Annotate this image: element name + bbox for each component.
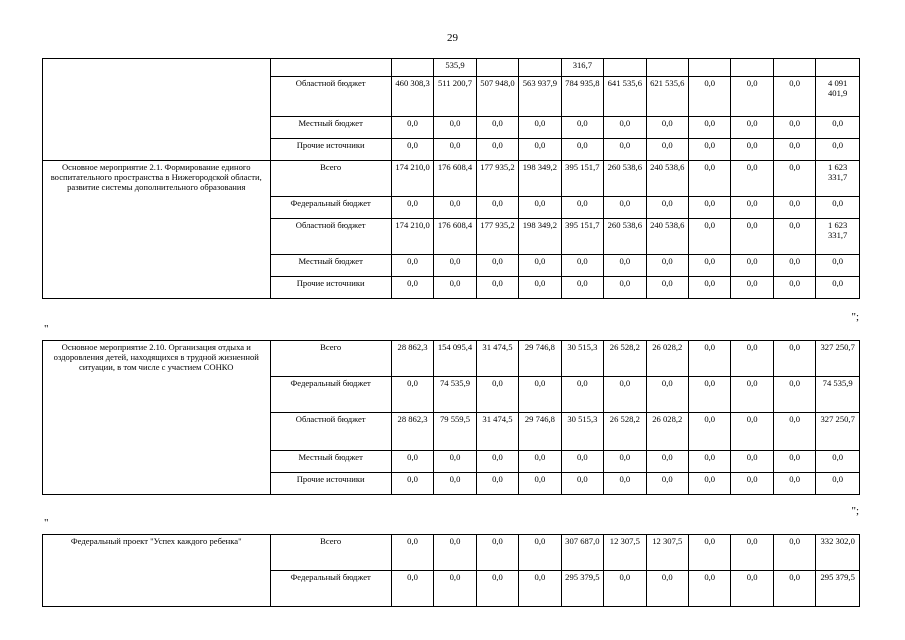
value-cell: 0,0: [731, 473, 773, 495]
value-cell: 0,0: [561, 255, 603, 277]
total-cell: 0,0: [816, 473, 860, 495]
value-cell: 0,0: [689, 571, 731, 607]
value-cell: 460 308,3: [391, 77, 433, 117]
value-cell: 0,0: [391, 277, 433, 299]
value-cell: 0,0: [646, 197, 688, 219]
opening-quote: ": [44, 517, 49, 529]
value-cell: 198 349,2: [519, 161, 561, 197]
value-cell: 0,0: [773, 117, 815, 139]
total-cell: 0,0: [816, 255, 860, 277]
opening-quote: ": [44, 323, 49, 335]
value-cell: 26 028,2: [646, 413, 688, 451]
total-cell: 0,0: [816, 451, 860, 473]
budget-table-block-3: [42, 534, 860, 607]
value-cell: 0,0: [773, 139, 815, 161]
value-cell: 0,0: [434, 473, 476, 495]
value-cell: 0,0: [604, 197, 646, 219]
value-cell: 0,0: [476, 473, 518, 495]
value-cell: [689, 59, 731, 77]
value-cell: 176 608,4: [434, 161, 476, 197]
value-cell: 0,0: [561, 473, 603, 495]
value-cell: 28 862,3: [391, 341, 433, 377]
value-cell: 0,0: [604, 451, 646, 473]
value-cell: 0,0: [689, 197, 731, 219]
value-cell: 0,0: [434, 197, 476, 219]
table-row: [43, 535, 860, 571]
value-cell: 0,0: [519, 473, 561, 495]
value-cell: 0,0: [561, 277, 603, 299]
funding-source: Местный бюджет: [270, 451, 391, 473]
value-cell: 0,0: [604, 377, 646, 413]
value-cell: 563 937,9: [519, 77, 561, 117]
value-cell: 307 687,0: [561, 535, 603, 571]
value-cell: [519, 59, 561, 77]
value-cell: 0,0: [773, 219, 815, 255]
value-cell: 0,0: [476, 139, 518, 161]
value-cell: [731, 59, 773, 77]
value-cell: 0,0: [476, 197, 518, 219]
value-cell: 0,0: [731, 451, 773, 473]
funding-source: Прочие источники: [270, 277, 391, 299]
value-cell: 0,0: [646, 571, 688, 607]
value-cell: 0,0: [773, 413, 815, 451]
value-cell: [391, 59, 433, 77]
value-cell: 0,0: [519, 571, 561, 607]
value-cell: 0,0: [604, 117, 646, 139]
value-cell: 0,0: [519, 535, 561, 571]
value-cell: 535,9: [434, 59, 476, 77]
funding-source: Прочие источники: [270, 473, 391, 495]
value-cell: 0,0: [391, 451, 433, 473]
value-cell: 0,0: [731, 219, 773, 255]
funding-source: Местный бюджет: [270, 255, 391, 277]
value-cell: 0,0: [731, 197, 773, 219]
value-cell: 0,0: [689, 219, 731, 255]
value-cell: 26 028,2: [646, 341, 688, 377]
value-cell: [604, 59, 646, 77]
value-cell: 0,0: [731, 255, 773, 277]
funding-source: Всего: [270, 535, 391, 571]
table-row: [43, 341, 860, 377]
funding-source: [270, 59, 391, 77]
value-cell: 0,0: [434, 277, 476, 299]
value-cell: 0,0: [519, 377, 561, 413]
value-cell: 0,0: [434, 139, 476, 161]
value-cell: 0,0: [689, 377, 731, 413]
total-cell: 327 250,7: [816, 413, 860, 451]
funding-source: Местный бюджет: [270, 117, 391, 139]
value-cell: 0,0: [731, 413, 773, 451]
funding-source: Федеральный бюджет: [270, 377, 391, 413]
value-cell: 0,0: [773, 473, 815, 495]
budget-table-block-1: [42, 58, 860, 299]
value-cell: 0,0: [391, 117, 433, 139]
value-cell: 174 210,0: [391, 219, 433, 255]
value-cell: 26 528,2: [604, 341, 646, 377]
value-cell: 30 515,3: [561, 341, 603, 377]
value-cell: 0,0: [689, 117, 731, 139]
funding-source: Всего: [270, 341, 391, 377]
total-cell: 332 302,0: [816, 535, 860, 571]
value-cell: 174 210,0: [391, 161, 433, 197]
closing-quote: ";: [851, 505, 859, 517]
value-cell: 0,0: [434, 451, 476, 473]
value-cell: 0,0: [731, 161, 773, 197]
value-cell: 0,0: [604, 255, 646, 277]
total-cell: 4 091 401,9: [816, 77, 860, 117]
value-cell: 295 379,5: [561, 571, 603, 607]
value-cell: 0,0: [731, 535, 773, 571]
page-number: 29: [447, 32, 458, 44]
value-cell: 0,0: [476, 117, 518, 139]
value-cell: 154 095,4: [434, 341, 476, 377]
value-cell: 0,0: [476, 277, 518, 299]
value-cell: 0,0: [731, 77, 773, 117]
value-cell: 395 151,7: [561, 219, 603, 255]
total-cell: 295 379,5: [816, 571, 860, 607]
value-cell: 0,0: [476, 451, 518, 473]
total-cell: 0,0: [816, 117, 860, 139]
value-cell: 0,0: [773, 451, 815, 473]
value-cell: 0,0: [519, 139, 561, 161]
row-description: Основное мероприятие 2.1. Формирование единого воспитательного пространства в Нижегородской области, развитие системы дополнительного образования: [43, 161, 271, 299]
value-cell: 0,0: [434, 535, 476, 571]
total-cell: 0,0: [816, 139, 860, 161]
value-cell: 0,0: [391, 473, 433, 495]
value-cell: 0,0: [731, 377, 773, 413]
value-cell: 30 515,3: [561, 413, 603, 451]
value-cell: 0,0: [773, 197, 815, 219]
value-cell: 0,0: [476, 535, 518, 571]
value-cell: 0,0: [476, 571, 518, 607]
funding-source: Федеральный бюджет: [270, 197, 391, 219]
value-cell: 0,0: [519, 451, 561, 473]
value-cell: 0,0: [773, 535, 815, 571]
funding-source: Федеральный бюджет: [270, 571, 391, 607]
value-cell: 0,0: [731, 571, 773, 607]
value-cell: 26 528,2: [604, 413, 646, 451]
value-cell: 0,0: [731, 341, 773, 377]
value-cell: 507 948,0: [476, 77, 518, 117]
value-cell: 0,0: [519, 255, 561, 277]
value-cell: 641 535,6: [604, 77, 646, 117]
value-cell: 0,0: [773, 377, 815, 413]
value-cell: 0,0: [773, 341, 815, 377]
value-cell: 0,0: [561, 377, 603, 413]
value-cell: 0,0: [476, 377, 518, 413]
value-cell: 74 535,9: [434, 377, 476, 413]
table-row: [43, 161, 860, 197]
value-cell: 621 535,6: [646, 77, 688, 117]
value-cell: 0,0: [519, 117, 561, 139]
value-cell: 0,0: [689, 535, 731, 571]
row-description: Федеральный проект "Успех каждого ребенка": [43, 535, 271, 607]
value-cell: 0,0: [689, 161, 731, 197]
value-cell: [773, 59, 815, 77]
row-description: Основное мероприятие 2.10. Организация отдыха и оздоровления детей, находящихся в трудной жизненной ситуации, в том числе с участием СОНКО: [43, 341, 271, 495]
budget-table-block-2: [42, 340, 860, 495]
value-cell: 0,0: [604, 571, 646, 607]
value-cell: 0,0: [689, 255, 731, 277]
value-cell: 0,0: [561, 451, 603, 473]
value-cell: 260 538,6: [604, 219, 646, 255]
value-cell: 0,0: [561, 197, 603, 219]
value-cell: 29 746,8: [519, 341, 561, 377]
value-cell: 0,0: [391, 139, 433, 161]
value-cell: 0,0: [646, 117, 688, 139]
value-cell: 0,0: [646, 255, 688, 277]
value-cell: 0,0: [689, 473, 731, 495]
row-description: [43, 59, 271, 161]
value-cell: 240 538,6: [646, 161, 688, 197]
value-cell: 0,0: [646, 377, 688, 413]
funding-source: Областной бюджет: [270, 77, 391, 117]
value-cell: 0,0: [731, 139, 773, 161]
value-cell: 31 474,5: [476, 413, 518, 451]
value-cell: 240 538,6: [646, 219, 688, 255]
value-cell: 0,0: [731, 277, 773, 299]
value-cell: 784 935,8: [561, 77, 603, 117]
value-cell: 0,0: [689, 139, 731, 161]
value-cell: 12 307,5: [646, 535, 688, 571]
closing-quote: ";: [851, 311, 859, 323]
funding-source: Прочие источники: [270, 139, 391, 161]
total-cell: [816, 59, 860, 77]
total-cell: 327 250,7: [816, 341, 860, 377]
total-cell: 0,0: [816, 197, 860, 219]
value-cell: 0,0: [689, 77, 731, 117]
value-cell: 79 559,5: [434, 413, 476, 451]
value-cell: 0,0: [689, 451, 731, 473]
value-cell: 0,0: [561, 139, 603, 161]
value-cell: 511 200,7: [434, 77, 476, 117]
value-cell: 0,0: [773, 277, 815, 299]
value-cell: 0,0: [646, 451, 688, 473]
value-cell: 0,0: [731, 117, 773, 139]
value-cell: 176 608,4: [434, 219, 476, 255]
total-cell: 1 623 331,7: [816, 219, 860, 255]
value-cell: 0,0: [391, 535, 433, 571]
value-cell: 177 935,2: [476, 161, 518, 197]
value-cell: 29 746,8: [519, 413, 561, 451]
total-cell: 0,0: [816, 277, 860, 299]
value-cell: 0,0: [604, 139, 646, 161]
value-cell: [476, 59, 518, 77]
value-cell: 0,0: [561, 117, 603, 139]
value-cell: 0,0: [476, 255, 518, 277]
value-cell: 0,0: [689, 277, 731, 299]
value-cell: 0,0: [519, 277, 561, 299]
value-cell: 0,0: [773, 161, 815, 197]
value-cell: 0,0: [604, 473, 646, 495]
value-cell: 177 935,2: [476, 219, 518, 255]
funding-source: Всего: [270, 161, 391, 197]
value-cell: 0,0: [391, 377, 433, 413]
table-row: [43, 59, 860, 77]
value-cell: 0,0: [434, 571, 476, 607]
value-cell: 12 307,5: [604, 535, 646, 571]
value-cell: 0,0: [604, 277, 646, 299]
value-cell: 0,0: [646, 139, 688, 161]
value-cell: 0,0: [391, 571, 433, 607]
value-cell: 31 474,5: [476, 341, 518, 377]
funding-source: Областной бюджет: [270, 413, 391, 451]
value-cell: 395 151,7: [561, 161, 603, 197]
value-cell: 28 862,3: [391, 413, 433, 451]
value-cell: 0,0: [689, 341, 731, 377]
value-cell: 0,0: [773, 571, 815, 607]
value-cell: 0,0: [434, 117, 476, 139]
value-cell: [646, 59, 688, 77]
total-cell: 74 535,9: [816, 377, 860, 413]
value-cell: 0,0: [773, 77, 815, 117]
value-cell: 0,0: [646, 277, 688, 299]
value-cell: 0,0: [689, 413, 731, 451]
funding-source: Областной бюджет: [270, 219, 391, 255]
value-cell: 0,0: [646, 473, 688, 495]
value-cell: 0,0: [391, 197, 433, 219]
value-cell: 198 349,2: [519, 219, 561, 255]
value-cell: 0,0: [391, 255, 433, 277]
value-cell: 0,0: [434, 255, 476, 277]
value-cell: 260 538,6: [604, 161, 646, 197]
total-cell: 1 623 331,7: [816, 161, 860, 197]
value-cell: 0,0: [519, 197, 561, 219]
value-cell: 316,7: [561, 59, 603, 77]
value-cell: 0,0: [773, 255, 815, 277]
